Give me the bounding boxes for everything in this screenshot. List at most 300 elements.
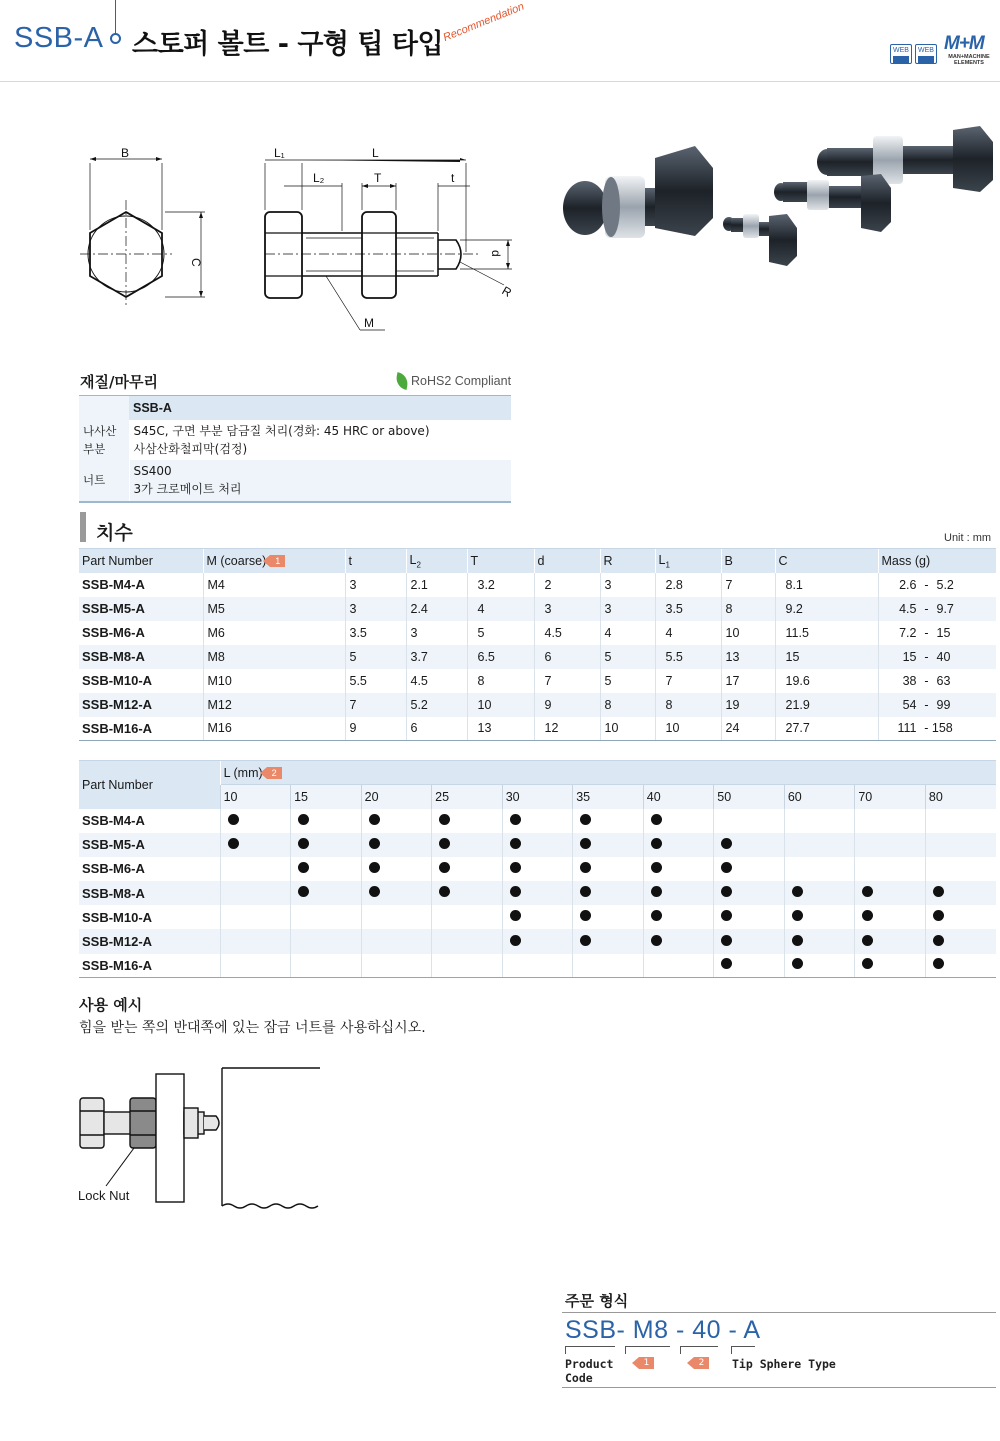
- availability-cell: [925, 954, 996, 978]
- availability-cell: [573, 857, 644, 881]
- availability-cell: [643, 954, 714, 978]
- table-cell: 3: [534, 597, 600, 621]
- availability-cell: [220, 905, 291, 929]
- available-dot-icon: [862, 886, 873, 897]
- available-dot-icon: [933, 886, 944, 897]
- availability-cell: [573, 881, 644, 905]
- availability-cell: [361, 833, 432, 857]
- table-cell: 7: [655, 669, 721, 693]
- availability-cell: [573, 929, 644, 953]
- table-cell: 6.5: [467, 645, 534, 669]
- available-dot-icon: [721, 886, 732, 897]
- mass-cell: 7.2 - 15: [878, 621, 996, 645]
- available-dot-icon: [580, 814, 591, 825]
- availability-cell: [643, 905, 714, 929]
- table-cell: 2.4: [406, 597, 467, 621]
- col-t: t: [345, 549, 406, 573]
- length-col-header: 25: [432, 785, 503, 809]
- available-dot-icon: [651, 838, 662, 849]
- availability-cell: [784, 905, 855, 929]
- material-table: [79, 395, 511, 503]
- available-dot-icon: [510, 910, 521, 921]
- availability-cell: [925, 857, 996, 881]
- availability-cell: [361, 905, 432, 929]
- order-bracket: [680, 1346, 718, 1354]
- table-cell: 3: [406, 621, 467, 645]
- table-cell: 3: [600, 573, 655, 597]
- availability-cell: [643, 809, 714, 833]
- badge-1: 1: [270, 555, 285, 567]
- availability-cell: [925, 809, 996, 833]
- availability-cell: [220, 954, 291, 978]
- material-row: [79, 420, 511, 460]
- availability-cell: [502, 809, 573, 833]
- available-dot-icon: [933, 958, 944, 969]
- mass-cell: 111 - 158: [878, 717, 996, 741]
- table-cell: 2: [534, 573, 600, 597]
- available-dot-icon: [369, 814, 380, 825]
- order-divider: [562, 1312, 996, 1313]
- order-code: SSB- M8 - 40 - A: [565, 1316, 761, 1344]
- available-dot-icon: [510, 862, 521, 873]
- available-dot-icon: [298, 862, 309, 873]
- available-dot-icon: [721, 838, 732, 849]
- table-cell: 5: [600, 669, 655, 693]
- order-bracket: [565, 1346, 615, 1354]
- part-number-cell: SSB-M4-A: [82, 813, 145, 829]
- table-cell: 13: [721, 645, 775, 669]
- dimensions-table: [79, 548, 996, 741]
- dim-label-t-tip: t: [451, 171, 455, 185]
- table-row: [79, 905, 996, 929]
- logo-mark: M+M: [944, 33, 984, 54]
- table-cell: 3.5: [655, 597, 721, 621]
- table-cell: 12: [534, 717, 600, 741]
- table-cell: M16: [203, 717, 345, 741]
- part-number-cell: SSB-M16-A: [79, 954, 220, 978]
- table-cell: 3.5: [345, 621, 406, 645]
- availability-cell: [361, 809, 432, 833]
- material-corner-cell: [79, 396, 129, 420]
- available-dot-icon: [792, 910, 803, 921]
- table-cell: 5: [600, 645, 655, 669]
- material-row: [79, 460, 511, 502]
- part-number-cell: SSB-M10-A: [82, 909, 153, 925]
- table-cell: 10: [600, 717, 655, 741]
- availability-cell: [220, 929, 291, 953]
- table-cell: 7: [534, 669, 600, 693]
- col-length: L (mm) 2: [220, 761, 996, 785]
- availability-cell: [855, 881, 926, 905]
- availability-cell: [855, 954, 926, 978]
- web-icon[interactable]: WEB: [915, 44, 937, 64]
- available-dot-icon: [721, 935, 732, 946]
- available-dot-icon: [439, 886, 450, 897]
- table-cell: 5: [467, 621, 534, 645]
- available-dot-icon: [580, 910, 591, 921]
- table-cell: 4: [655, 621, 721, 645]
- web-icons: [890, 44, 937, 64]
- availability-cell: [361, 857, 432, 881]
- availability-cell: [714, 857, 785, 881]
- part-number-cell: SSB-M12-A: [79, 693, 203, 717]
- available-dot-icon: [369, 838, 380, 849]
- mass-cell: 4.5 - 9.7: [878, 597, 996, 621]
- order-product-code-label: Product Code: [565, 1357, 614, 1385]
- available-dot-icon: [792, 935, 803, 946]
- length-col-header: 70: [855, 785, 926, 809]
- table-cell: 3: [345, 597, 406, 621]
- page-title: 스토퍼 볼트 - 구형 팁 타입: [132, 29, 444, 60]
- col-T: T: [467, 549, 534, 573]
- table-cell: 5.5: [655, 645, 721, 669]
- availability-cell: [855, 905, 926, 929]
- table-cell: 27.7: [775, 717, 878, 741]
- length-col-header: 80: [925, 785, 996, 809]
- availability-cell: [855, 929, 926, 953]
- mass-cell: 54 - 99: [878, 693, 996, 717]
- table-cell: M8: [203, 645, 345, 669]
- available-dot-icon: [510, 886, 521, 897]
- availability-cell: [291, 929, 362, 953]
- material-row-value: S45C, 구면 부분 담금질 처리(경화: 45 HRC or above) 사삼산화철피막(검정): [129, 420, 511, 460]
- unit-label: Unit : mm: [944, 532, 992, 544]
- availability-cell: [220, 857, 291, 881]
- availability-cell: [432, 929, 503, 953]
- order-badge-1: 1: [639, 1357, 654, 1369]
- availability-cell: [714, 809, 785, 833]
- available-dot-icon: [510, 935, 521, 946]
- leaf-icon: [395, 372, 410, 390]
- availability-cell: [573, 833, 644, 857]
- available-dot-icon: [862, 958, 873, 969]
- availability-cell: [291, 954, 362, 978]
- available-dot-icon: [369, 886, 380, 897]
- availability-cell: [291, 833, 362, 857]
- availability-cell: [643, 929, 714, 953]
- col-part-number: Part Number: [79, 761, 220, 809]
- table-cell: 24: [721, 717, 775, 741]
- availability-cell: [784, 929, 855, 953]
- available-dot-icon: [580, 935, 591, 946]
- table-cell: 19.6: [775, 669, 878, 693]
- length-col-header: 30: [502, 785, 573, 809]
- table-row: [79, 833, 996, 857]
- available-dot-icon: [651, 886, 662, 897]
- table-cell: 8: [467, 669, 534, 693]
- dim-label-l2: L₂: [313, 171, 325, 185]
- availability-cell: [220, 809, 291, 833]
- availability-cell: [502, 833, 573, 857]
- table-cell: 8: [721, 597, 775, 621]
- availability-cell: [291, 905, 362, 929]
- availability-cell: [714, 905, 785, 929]
- table-cell: 8: [655, 693, 721, 717]
- dim-label-c: C: [189, 258, 203, 267]
- availability-cell: [784, 833, 855, 857]
- part-number-cell: SSB-M8-A: [79, 881, 220, 905]
- availability-cell: [643, 857, 714, 881]
- part-number-cell: SSB-M6-A: [82, 625, 145, 640]
- col-d: d: [534, 549, 600, 573]
- available-dot-icon: [580, 838, 591, 849]
- lock-nut-label: Lock Nut: [78, 1188, 130, 1203]
- table-cell: 5.2: [406, 693, 467, 717]
- available-dot-icon: [792, 886, 803, 897]
- available-dot-icon: [439, 814, 450, 825]
- order-badge-2: 2: [694, 1357, 709, 1369]
- col-l1: $L_1$: [655, 549, 721, 573]
- table-cell: M4: [203, 573, 345, 597]
- part-number-cell: SSB-M6-A: [82, 861, 145, 877]
- table-cell: 9: [345, 717, 406, 741]
- availability-cell: [291, 857, 362, 881]
- part-number-cell: SSB-M10-A: [82, 673, 153, 688]
- available-dot-icon: [721, 958, 732, 969]
- availability-cell: [361, 954, 432, 978]
- available-dot-icon: [721, 910, 732, 921]
- table-cell: 3: [345, 573, 406, 597]
- table-row: [79, 573, 996, 597]
- table-cell: 2.1: [406, 573, 467, 597]
- table-cell: 17: [721, 669, 775, 693]
- availability-cell: [502, 929, 573, 953]
- table-cell: 15: [775, 645, 878, 669]
- availability-cell: [432, 809, 503, 833]
- availability-cell: [502, 857, 573, 881]
- availability-cell: [714, 929, 785, 953]
- length-col-header: 40: [643, 785, 714, 809]
- col-b: B: [721, 549, 775, 573]
- length-table: [79, 760, 996, 978]
- col-r: R: [600, 549, 655, 573]
- table-cell: 9: [534, 693, 600, 717]
- product-code: SSB-A: [14, 22, 104, 54]
- table-row: [79, 954, 996, 978]
- availability-cell: [432, 881, 503, 905]
- length-col-header: 15: [291, 785, 362, 809]
- material-col-header: SSB-A: [129, 396, 511, 420]
- availability-cell: [291, 881, 362, 905]
- order-divider-bottom: [562, 1387, 996, 1388]
- availability-cell: [855, 809, 926, 833]
- table-row: [79, 857, 996, 881]
- table-row: [79, 621, 996, 645]
- availability-cell: [784, 857, 855, 881]
- table-row: [79, 881, 996, 905]
- available-dot-icon: [228, 838, 239, 849]
- table-cell: 11.5: [775, 621, 878, 645]
- availability-cell: [573, 905, 644, 929]
- table-cell: 6: [406, 717, 467, 741]
- available-dot-icon: [298, 838, 309, 849]
- header-divider-line: [115, 0, 116, 34]
- availability-cell: [925, 881, 996, 905]
- available-dot-icon: [580, 862, 591, 873]
- table-cell: 8.1: [775, 573, 878, 597]
- table-cell: M5: [203, 597, 345, 621]
- table-cell: 10: [655, 717, 721, 741]
- table-row: [79, 929, 996, 953]
- availability-cell: [784, 881, 855, 905]
- table-cell: 10: [467, 693, 534, 717]
- dim-label-l: L: [372, 146, 379, 160]
- table-cell: 21.9: [775, 693, 878, 717]
- table-cell: 13: [467, 717, 534, 741]
- dim-label-m: M: [364, 316, 374, 330]
- available-dot-icon: [439, 838, 450, 849]
- dim-label-l1: L₁: [274, 146, 285, 160]
- material-row-value: SS400 3가 크로메이트 처리: [129, 460, 511, 502]
- col-c: C: [775, 549, 878, 573]
- availability-cell: [714, 954, 785, 978]
- page-header: [0, 0, 1000, 82]
- table-cell: 9.2: [775, 597, 878, 621]
- order-bracket: [625, 1346, 670, 1354]
- dim-label-b: B: [121, 146, 130, 160]
- badge-2: 2: [267, 767, 282, 779]
- part-number-cell: SSB-M16-A: [79, 717, 203, 741]
- available-dot-icon: [510, 814, 521, 825]
- available-dot-icon: [298, 814, 309, 825]
- rohs-badge: RoHS2 Compliant: [396, 373, 511, 389]
- material-row-label: 너트: [79, 460, 129, 502]
- table-cell: 6: [534, 645, 600, 669]
- table-cell: 4.5: [534, 621, 600, 645]
- table-cell: 4: [600, 621, 655, 645]
- available-dot-icon: [862, 935, 873, 946]
- material-row-label: 나사산 부분: [79, 420, 129, 460]
- availability-cell: [220, 833, 291, 857]
- table-row: [79, 809, 996, 833]
- table-row: [79, 645, 996, 669]
- table-cell: M10: [203, 669, 345, 693]
- availability-cell: [784, 809, 855, 833]
- dim-label-d: d: [489, 250, 503, 257]
- length-col-header: 60: [784, 785, 855, 809]
- availability-cell: [432, 857, 503, 881]
- availability-cell: [643, 881, 714, 905]
- web-icon[interactable]: WEB: [890, 44, 912, 64]
- order-tip-label: Tip Sphere Type: [732, 1357, 836, 1371]
- table-cell: M6: [203, 621, 345, 645]
- part-number-cell: SSB-M5-A: [79, 833, 220, 857]
- mass-cell: 15 - 40: [878, 645, 996, 669]
- availability-cell: [714, 881, 785, 905]
- available-dot-icon: [651, 814, 662, 825]
- product-photo: [555, 118, 995, 288]
- table-cell: 10: [721, 621, 775, 645]
- available-dot-icon: [933, 910, 944, 921]
- col-l2: $L_2$: [406, 549, 467, 573]
- availability-cell: [502, 905, 573, 929]
- availability-cell: [502, 881, 573, 905]
- part-number-cell: SSB-M5-A: [79, 597, 203, 621]
- table-cell: 3.7: [406, 645, 467, 669]
- availability-cell: [432, 954, 503, 978]
- dimensions-heading: 치수: [96, 522, 133, 544]
- available-dot-icon: [721, 862, 732, 873]
- material-heading: 재질/마무리: [80, 373, 158, 391]
- availability-cell: [714, 833, 785, 857]
- mass-cell: 2.6 - 5.2: [878, 573, 996, 597]
- availability-cell: [573, 809, 644, 833]
- table-cell: 2.8: [655, 573, 721, 597]
- availability-cell: [220, 881, 291, 905]
- table-cell: 3.2: [467, 573, 534, 597]
- available-dot-icon: [369, 862, 380, 873]
- available-dot-icon: [439, 862, 450, 873]
- recommendation-tag: Recommendation: [441, 0, 526, 45]
- available-dot-icon: [651, 862, 662, 873]
- logo-text: MAN+MACHINE ELEMENTS: [948, 54, 990, 66]
- table-cell: 4: [467, 597, 534, 621]
- table-row: [79, 717, 996, 741]
- table-cell: M12: [203, 693, 345, 717]
- dim-label-t-nut: T: [374, 171, 382, 185]
- availability-cell: [573, 954, 644, 978]
- length-col-header: 35: [573, 785, 644, 809]
- available-dot-icon: [228, 814, 239, 825]
- available-dot-icon: [792, 958, 803, 969]
- table-cell: 4.5: [406, 669, 467, 693]
- availability-cell: [925, 833, 996, 857]
- table-cell: 5.5: [345, 669, 406, 693]
- table-cell: 19: [721, 693, 775, 717]
- table-row: [79, 597, 996, 621]
- available-dot-icon: [933, 935, 944, 946]
- availability-cell: [784, 954, 855, 978]
- table-cell: 5: [345, 645, 406, 669]
- header-divider-dot: [110, 33, 121, 44]
- available-dot-icon: [510, 838, 521, 849]
- part-number-cell: SSB-M8-A: [79, 645, 203, 669]
- order-bracket: [731, 1346, 755, 1354]
- length-col-header: 50: [714, 785, 785, 809]
- availability-cell: [643, 833, 714, 857]
- col-mass: Mass (g): [878, 549, 996, 573]
- availability-cell: [855, 833, 926, 857]
- mass-cell: 38 - 63: [878, 669, 996, 693]
- available-dot-icon: [862, 910, 873, 921]
- technical-drawing: [70, 140, 540, 340]
- available-dot-icon: [298, 886, 309, 897]
- table-cell: 8: [600, 693, 655, 717]
- availability-cell: [502, 954, 573, 978]
- length-col-header: 10: [220, 785, 291, 809]
- table-row: [79, 669, 996, 693]
- dim-label-r: R: [499, 283, 515, 300]
- part-number-cell: SSB-M4-A: [82, 577, 145, 592]
- table-row: [79, 693, 996, 717]
- availability-cell: [855, 857, 926, 881]
- col-m-coarse: M (coarse) 1: [203, 549, 345, 573]
- section-bar: [80, 512, 86, 542]
- availability-cell: [291, 809, 362, 833]
- order-heading: 주문 형식: [565, 1292, 629, 1310]
- availability-cell: [432, 833, 503, 857]
- table-cell: 7: [721, 573, 775, 597]
- availability-cell: [432, 905, 503, 929]
- part-number-cell: SSB-M12-A: [79, 929, 220, 953]
- table-cell: 3: [600, 597, 655, 621]
- availability-cell: [925, 905, 996, 929]
- available-dot-icon: [651, 935, 662, 946]
- availability-cell: [925, 929, 996, 953]
- col-part-number: Part Number: [79, 549, 203, 573]
- table-cell: 7: [345, 693, 406, 717]
- usage-description: 힘을 받는 쪽의 반대쪽에 있는 잠금 너트를 사용하십시오.: [79, 1020, 426, 1036]
